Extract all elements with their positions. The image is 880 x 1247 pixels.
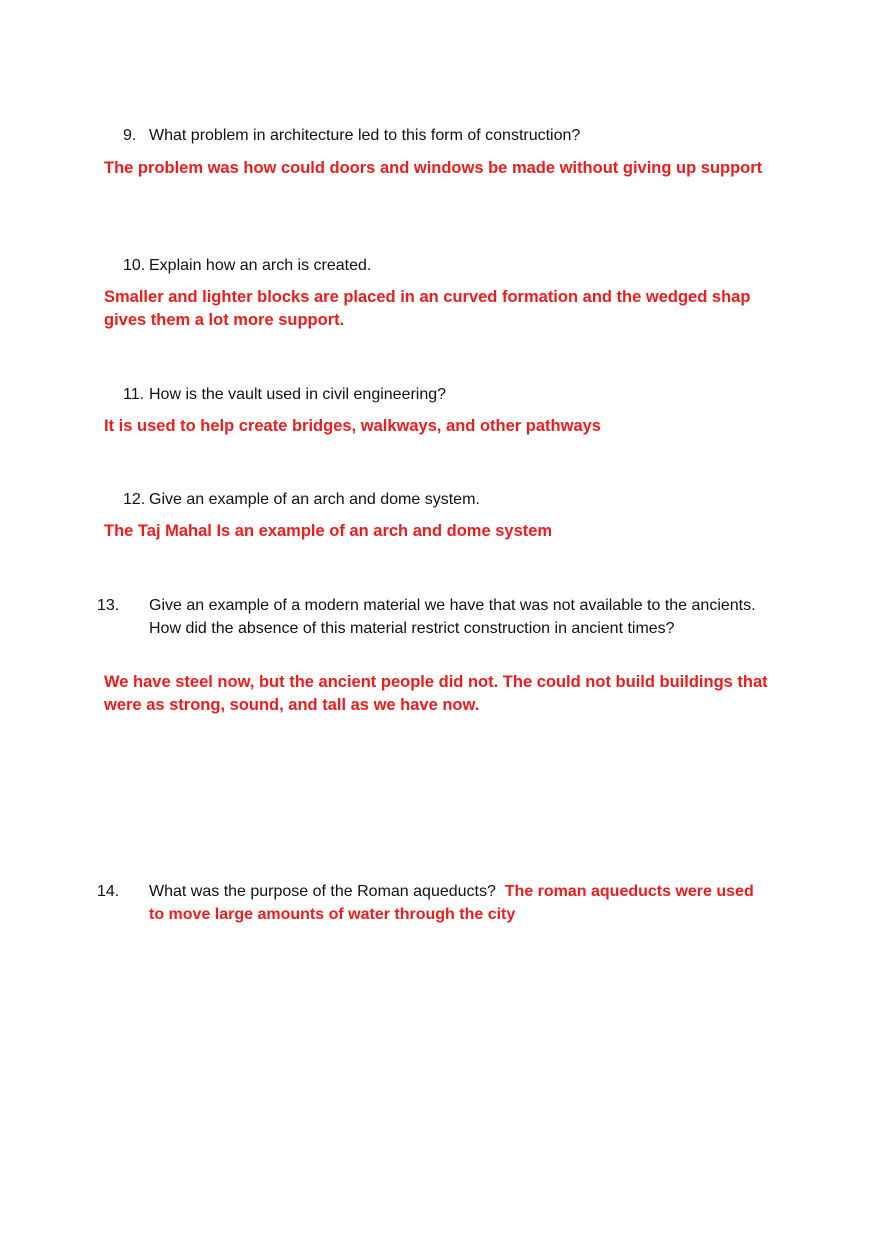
question-number: 10. <box>123 257 146 274</box>
question-number: 12. <box>123 491 146 508</box>
question-12 <box>123 488 763 511</box>
question-number: 11. <box>123 386 145 403</box>
question-text: What was the purpose of the Roman aqueducts? <box>149 883 496 900</box>
question-text: Give an example of a modern material we have that was not available to the ancients. How did the absence of this material restrict construction in ancient times? <box>149 597 756 637</box>
question-number: 14. <box>97 883 120 900</box>
question-9 <box>123 124 763 147</box>
answer-12: The Taj Mahal Is an example of an arch and dome system <box>104 522 553 540</box>
answer-13: We have steel now, but the ancient people did not. The could not build buildings that were as strong, sound, and tall as we have now. <box>104 673 768 714</box>
question-number: 13. <box>97 597 120 614</box>
question-14 <box>97 880 769 926</box>
question-13 <box>97 594 769 640</box>
question-11 <box>123 383 763 406</box>
answer-9: The problem was how could doors and windows be made without giving up support <box>104 159 763 177</box>
answer-11: It is used to help create bridges, walkways, and other pathways <box>104 417 601 435</box>
question-text: How is the vault used in civil engineering? <box>149 386 447 403</box>
question-10 <box>123 254 763 277</box>
question-number: 9. <box>123 127 137 144</box>
question-text: Give an example of an arch and dome system. <box>149 491 480 508</box>
question-text: Explain how an arch is created. <box>149 257 372 274</box>
answer-10: Smaller and lighter blocks are placed in an curved formation and the wedged shap gives them a lot more support. <box>104 288 751 329</box>
answer-14: The roman aqueducts were used to move large amounts of water through the city <box>149 883 754 923</box>
question-text: What problem in architecture led to this form of construction? <box>149 127 581 144</box>
